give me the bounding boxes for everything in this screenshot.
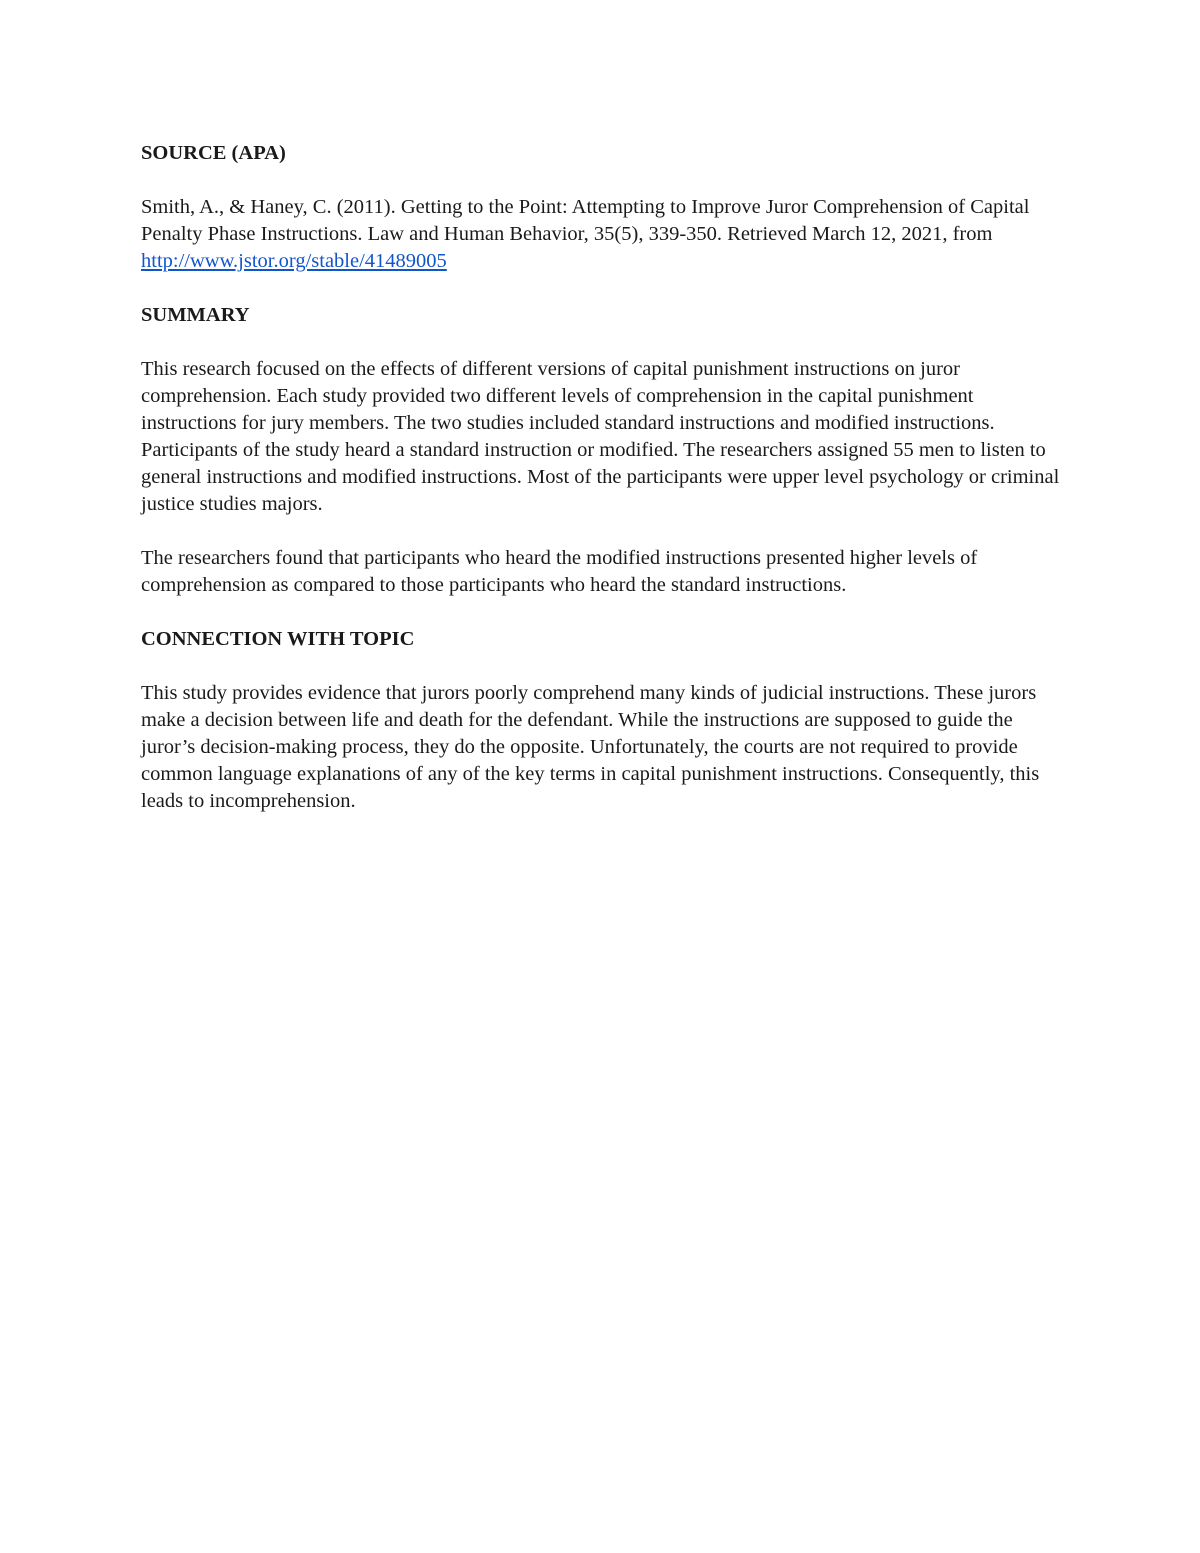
summary-paragraph-1: This research focused on the effects of different versions of capital punishment instructions on juror comprehension. Each study provided two different levels of comprehension in the capital punishment instructions for jury members. The two studies included standard instructions and modified instructions. Participants of the study heard a standard instruction or modified. The researchers assigned 55 men to listen to general instructions and modified instructions. Most of the participants were upper level psychology or criminal justice studies majors. bbox=[141, 358, 1060, 515]
citation-link[interactable]: http://www.jstor.org/stable/41489005 bbox=[141, 250, 447, 272]
connection-paragraph: This study provides evidence that jurors poorly comprehend many kinds of judicial instructions. These jurors make a decision between life and death for the defendant. While the instructions are supposed to guide the juror’s decision-making process, they do the opposite. Unfortunately, the courts are not required to provide common language explanations of any of the key terms in capital punishment instructions. Consequently, this leads to incomprehension. bbox=[141, 682, 1040, 812]
spacer bbox=[141, 275, 1066, 302]
spacer bbox=[141, 167, 1066, 194]
source-heading: SOURCE (APA) bbox=[141, 142, 286, 164]
summary-paragraph-2: The researchers found that participants who heard the modified instructions presented higher levels of comprehension as compared to those participants who heard the standard instructions. bbox=[141, 547, 978, 596]
spacer bbox=[141, 653, 1066, 680]
connection-heading: CONNECTION WITH TOPIC bbox=[141, 628, 415, 650]
summary-heading: SUMMARY bbox=[141, 304, 250, 326]
spacer bbox=[141, 329, 1066, 356]
citation-text: Smith, A., & Haney, C. (2011). Getting to the Point: Attempting to Improve Juror Comprehension of Capital Penalty Phase Instructions. Law and Human Behavior, 35(5), 339-350. Retrieved March 12, 2021, from bbox=[141, 196, 1030, 245]
spacer bbox=[141, 599, 1066, 626]
document-page bbox=[141, 140, 1066, 815]
spacer bbox=[141, 518, 1066, 545]
citation bbox=[141, 194, 1066, 275]
